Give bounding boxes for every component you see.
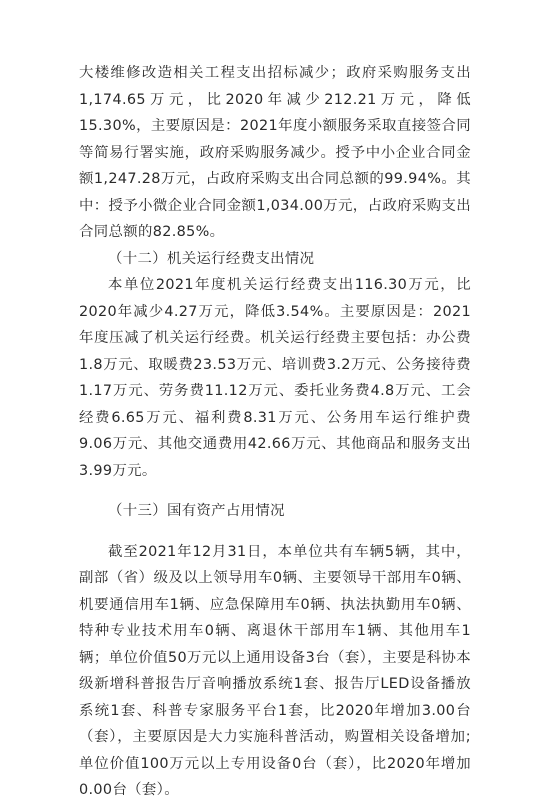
section-heading-state-assets: （十三）国有资产占用情况 <box>108 503 285 519</box>
section-heading-operating-costs: （十二）机关运行经费支出情况 <box>108 250 315 267</box>
paragraph-spacer <box>79 525 471 539</box>
document-body <box>79 60 471 804</box>
paragraph-procurement: 大楼维修改造相关工程支出招标减少；政府采购服务支出1,174.65万元，比2020年减少212.21万元，降低15.30%，主要原因是：2021年度小额服务采取直接签合同等简易行署实施，政府采购服务减少。授予中小企业合同金额1,247.28万元，占政府采购支出合同总额的99.94%。其中：授予小微企业合同金额1,034.00万元，占政府采购支出合同总额的82.85%。 <box>79 65 471 240</box>
paragraph-spacer <box>79 484 471 498</box>
paragraph-state-assets: 截至2021年12月31日，本单位共有车辆5辆，其中，副部（省）级及以上领导用车0辆、主要领导干部用车0辆、机要通信用车1辆、应急保障用车0辆、执法执勤用车0辆、特种专业技术用车0辆、离退休干部用车1辆、其他用车1辆；单位价值50万元以上通用设备3台（套），主要是科协本级新增科普报告厅音响播放系统1套、报告厅LED设备播放系统1套、科普专家服务平台1套，比2020年增加3.00台（套），主要原因是大力实施科普活动，购置相关设备增加;单位价值100万元以上专用设备0台（套），比2020年增加0.00台（套）。 <box>79 543 471 798</box>
paragraph-operating-costs: 本单位2021年度机关运行经费支出116.30万元，比2020年减少4.27万元，降低3.54%。主要原因是：2021年度压减了机关运行经费。机关运行经费主要包括：办公费1.8万元、取暖费23.53万元、培训费3.2万元、公务接待费1.17万元、劳务费11.12万元、委托业务费4.8万元、工会经费6.65万元、福利费8.31万元、公务用车运行维护费9.06万元、其他交通费用42.66万元、其他商品和服务支出3.99万元。 <box>79 277 471 479</box>
